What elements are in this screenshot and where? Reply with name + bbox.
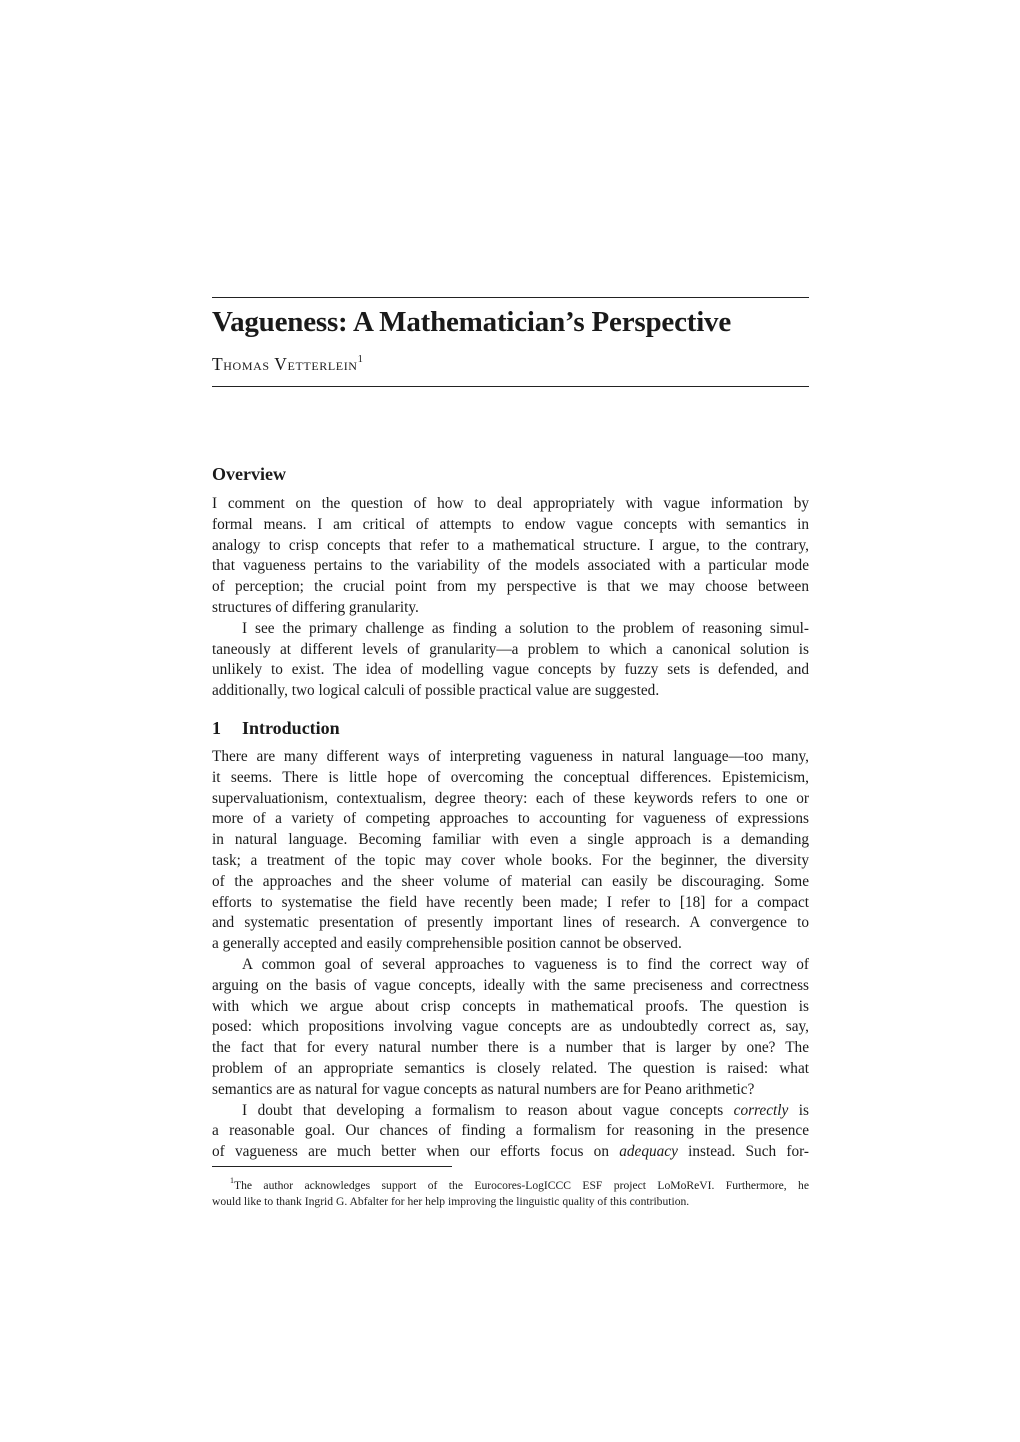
- overview-heading: Overview: [212, 464, 286, 484]
- text-line: additionally, two logical calculi of possible practical value are suggested.: [212, 682, 660, 700]
- overview-paragraph-1: [212, 494, 809, 619]
- text-line: formal means. I am critical of attempts to endow vague concepts with semantics in: [212, 515, 809, 533]
- title-top-rule: [212, 297, 809, 298]
- emphasis-adequacy: adequacy: [619, 1143, 678, 1161]
- text-line: I comment on the question of how to deal appropriately with vague information by: [212, 495, 809, 512]
- author-name: [212, 354, 363, 375]
- footnote-line: would like to thank Ingrid G. Abfalter for her help improving the linguistic quality of this contribution.: [212, 1195, 690, 1209]
- text-line: supervaluationism, contextualism, degree theory: each of these keywords refers to one or: [212, 789, 809, 807]
- text-line: that vagueness pertains to the variability of the models associated with a particular mode: [212, 557, 809, 575]
- text-line: the fact that for every natural number there is a number that is larger by one? The: [212, 1039, 809, 1057]
- text-line: structures of differing granularity.: [212, 598, 419, 616]
- author-name-text: Thomas Vetterlein: [212, 354, 358, 374]
- text-run: is: [798, 1101, 809, 1119]
- text-line: and systematic presentation of presently important lines of research. A convergence to: [212, 914, 809, 932]
- title-bottom-rule: [212, 386, 809, 387]
- text-line: in natural language. Becoming familiar with even a single approach is a demanding: [212, 831, 809, 849]
- text-line: unlikely to exist. The idea of modelling vague concepts by fuzzy sets is defended, and: [212, 661, 809, 679]
- overview-paragraph-2: [212, 619, 809, 702]
- footnote: [212, 1174, 809, 1211]
- text-line: taneously at different levels of granularity—a problem to which a canonical solution is: [212, 640, 809, 658]
- introduction-heading: [212, 718, 340, 739]
- text-line: more of a variety of competing approaches to accounting for vagueness of expressions: [212, 810, 809, 828]
- text-line: [212, 1142, 809, 1163]
- section-title: Introduction: [242, 718, 340, 738]
- introduction-paragraph-2: [212, 955, 809, 1101]
- text-line: it seems. There is little hope of overcoming the conceptual differences. Epistemicism,: [212, 768, 809, 786]
- text-line: semantics are as natural for vague concepts as natural numbers are for Peano arithmetic?: [212, 1080, 755, 1098]
- text-line: posed: which propositions involving vague concepts are as undoubtedly correct as, say,: [212, 1018, 809, 1036]
- text-line: analogy to crisp concepts that refer to a mathematical structure. I argue, to the contrary,: [212, 536, 809, 554]
- footnote-line: [212, 1174, 809, 1194]
- footnote-rule: [212, 1166, 452, 1167]
- paper-title: Vagueness: A Mathematician’s Perspective: [212, 306, 732, 338]
- text-line: I see the primary challenge as finding a solution to the problem of reasoning simul-: [242, 619, 809, 637]
- text-line: problem of an appropriate semantics is closely related. The question is raised: what: [212, 1059, 809, 1077]
- text-line: There are many different ways of interpreting vagueness in natural language—too many,: [212, 748, 809, 765]
- text-line: of perception; the crucial point from my perspective is that we may choose between: [212, 578, 809, 596]
- text-line: a reasonable goal. Our chances of finding a formalism for reasoning in the presence: [212, 1122, 809, 1140]
- text-line: A common goal of several approaches to vagueness is to find the correct way of: [242, 956, 809, 973]
- text-line: with which we argue about crisp concepts in mathematical proofs. The question is: [212, 997, 809, 1015]
- emphasis-correctly: correctly: [733, 1101, 789, 1119]
- footnote-mark: 1: [230, 1176, 234, 1185]
- text-line: arguing on the basis of vague concepts, ideally with the same preciseness and correctness: [212, 976, 809, 994]
- footnote-text: The author acknowledges support of the Eurocores-LogICCC ESF project LoMoReVI. Furthermore, he: [234, 1178, 809, 1192]
- text-line: task; a treatment of the topic may cover whole books. For the beginner, the diversity: [212, 851, 809, 869]
- introduction-paragraph-3: [212, 1101, 809, 1163]
- text-line: of the approaches and the sheer volume of material can easily be discouraging. Some: [212, 872, 809, 890]
- introduction-paragraph-1: [212, 747, 809, 955]
- author-footnote-mark: 1: [357, 354, 363, 366]
- text-line: a generally accepted and easily comprehensible position cannot be observed.: [212, 935, 682, 953]
- text-line: efforts to systematise the field have recently been made; I refer to [18] for a compact: [212, 893, 809, 911]
- text-run: of vagueness are much better when our efforts focus on: [212, 1143, 609, 1161]
- text-run: instead. Such for-: [688, 1143, 810, 1161]
- text-run: I doubt that developing a formalism to reason about vague concepts: [242, 1101, 724, 1119]
- section-number: 1: [212, 718, 221, 738]
- text-line: [212, 1101, 809, 1122]
